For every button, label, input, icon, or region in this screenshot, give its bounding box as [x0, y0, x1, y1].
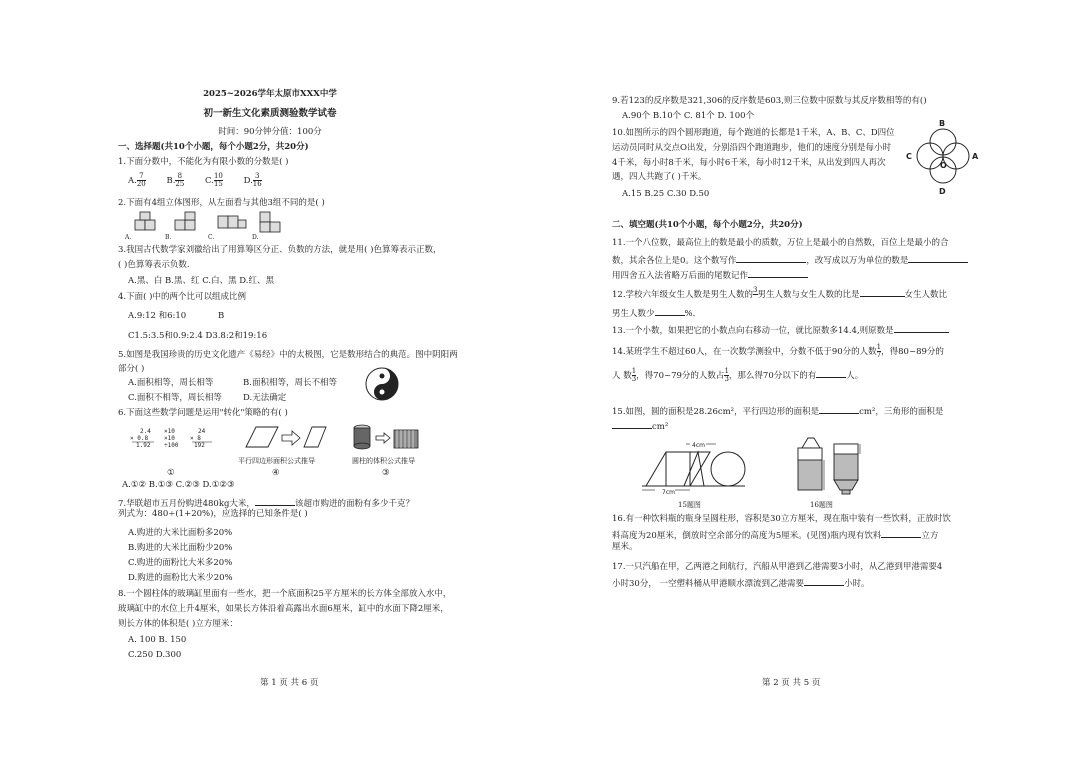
q8-options-2: C.250 D.300: [128, 650, 182, 660]
question-9: 9.若123的反序数是321,306的反序数是603,则三位数中原数与其反序数相等的有(): [612, 96, 927, 106]
question-13: 13.一个小数，如果把它的小数点向右移动一位，就比原数多14.4,则原数是: [612, 323, 949, 337]
question-11-line2: 数，其余各位上是0。这个数写作 ，改写成以万为单位的数是: [612, 253, 968, 267]
question-5-line2: 部分( ): [118, 364, 145, 374]
right-page-footer: 第 2 页 共 5 页: [762, 678, 821, 688]
q5-option-c: C.面积不相等，周长相等: [128, 393, 222, 403]
q7-option-c: C.购进的面粉比大米多20%: [128, 558, 233, 568]
q5-option-d: D.无法确定: [243, 393, 287, 403]
q6-cylinder-figure: [352, 424, 422, 454]
taiji-icon: [364, 366, 400, 402]
q10-label-a: A: [972, 152, 979, 161]
svg-text:÷100: ÷100: [164, 442, 179, 449]
svg-text:4cm: 4cm: [692, 442, 705, 449]
question-6: 6.下面这些数学问题是运用"转化"策略的有( ): [118, 408, 288, 418]
q15-figure: [640, 440, 760, 498]
q2-cube-figures: [130, 212, 300, 242]
question-14-line2: 人 数 $\frac{1}{3}$ ，得70~79分的人数占 $\frac{1}{3}$ ，那么得70分以下的有 人。: [612, 367, 864, 383]
svg-text:24: 24: [198, 428, 206, 435]
q10-four-circles-figure: [898, 118, 988, 198]
q10-label-b: B: [939, 119, 946, 128]
section1-title: 一、选择题(共10个小题，每个小题2分，共20分): [118, 142, 309, 152]
svg-text:× 0.8: × 0.8: [130, 435, 149, 442]
svg-text:× 8: × 8: [190, 435, 201, 442]
q4-option-c-d: C1.5:3.5和0.9:2.4 D3.8:2和19:16: [128, 331, 268, 341]
question-2: 2.下面有4组立体图形，从左面看与其他3组不同的是( ): [118, 198, 325, 208]
question-1: 1.下面分数中，不能化为有限小数的分数是( ): [118, 157, 289, 167]
question-10-line1: 10.如图所示的四个圆形跑道，每个跑道的长都是1千米，A、B、C、D四位: [612, 128, 895, 138]
q6-fig-number-2: ④: [272, 468, 280, 478]
question-16-line3: 厘米。: [612, 542, 638, 552]
q15-caption: 15题图: [678, 501, 701, 509]
left-page-footer: 第 1 页 共 6 页: [260, 678, 319, 688]
q6-options: A.①② B.①③ C.②③ D.①②③: [122, 480, 235, 490]
q10-label-o: O: [940, 161, 947, 170]
question-5-line1: 5.如图是我国珍贵的历史文化遗产《易经》中的太极图，它是数形结合的典范。图中阴阳两: [118, 350, 458, 360]
q6-vertical-calc-figure-2: [190, 425, 220, 461]
question-3-line2: ( )色算筹表示负数.: [118, 260, 190, 270]
question-8-line1: 8.一个圆柱体的玻璃缸里面有一些水，把一个底面积25平方厘米的长方体全部放入水中，: [118, 589, 452, 599]
q6-fig-number-1: ①: [167, 468, 175, 478]
q4-option-a: A.9:12 和6:10: [128, 311, 187, 321]
question-8-line3: 则长方体的体积是( )立方厘米：: [118, 619, 238, 629]
right-exam-page: [540, 0, 1080, 763]
question-15-line2: cm²: [612, 419, 668, 433]
svg-text:2.4: 2.4: [140, 428, 151, 435]
q2-option-d: D.: [252, 234, 259, 241]
svg-text:×10: ×10: [164, 435, 175, 442]
question-10-line3: 4千米，每小时8千米，每小时6千米，每小时12千米，从出发到四人再次: [612, 158, 886, 168]
q2-option-b: B.: [165, 234, 172, 241]
question-10-line4: 遇，四人共跑了( )千米。: [612, 172, 707, 182]
q2-option-c: C.: [208, 234, 215, 241]
q3-options: A.黑、白 B.黑、红 C.白、黑 D.红、黑: [128, 276, 275, 286]
question-14-line1: 14.某班学生不超过60人，在一次数学测验中，分数不低于90分的人数 $\frac{1}{7}$ ，得80~89分的: [612, 343, 944, 359]
q1-options: A. $\frac{7}{20}$ B. $\frac{8}{25}$ C. $\frac{10}{15}$ D. $\frac{3}{16}$: [128, 172, 262, 188]
q10-label-c: C: [906, 152, 912, 161]
q7-option-d: D.购进的面粉比大米少20%: [128, 573, 233, 583]
svg-text:7cm: 7cm: [662, 489, 675, 496]
question-11-line1: 11.一个八位数，最高位上的数是最小的质数，万位上是最小的自然数，百位上是最小的合: [612, 238, 949, 248]
q7-option-b: B.购进的大米比面粉少20%: [128, 543, 233, 553]
question-12-line1: 12.学校六年级女生人数是男生人数的 3 男生人数与女生人数的比是 女生人数比: [612, 286, 948, 300]
q10-options: A.15 B.25 C.30 D.50: [622, 189, 710, 199]
question-7-line1: 7.华联超市五月份购进480kg大米， 该超市购进的面粉有多少千克？: [118, 496, 414, 510]
question-4: 4.下面( )中的两个比可以组成比例: [118, 292, 246, 302]
section2-title: 二、填空题(共10个小题，每个小题2分，共20分): [612, 220, 803, 230]
question-16-line1: 16.有一种饮料瓶的瓶身呈圆柱形，容积是30立方厘米，现在瓶中装有一些饮料，正放时饮: [612, 514, 951, 524]
q6-fig-label-2: 圆柱的体积公式推导: [352, 457, 415, 465]
question-12-line2: 男生人数少 %.: [612, 306, 695, 320]
q16-bottle-figure: [792, 436, 862, 498]
svg-text:1.92: 1.92: [136, 442, 151, 449]
q2-option-a: A.: [125, 234, 132, 241]
question-17-line2: 小时30分， 一空塑料桶从甲港顺水漂流到乙港需要 小时。: [612, 576, 870, 590]
q16-caption: 16题图: [810, 501, 833, 509]
question-7-line2: 列式为：480÷(1+20%)，应选择的已知条件是( ): [118, 509, 308, 519]
exam-subtitle: 初一新生文化素质测验数学试卷: [203, 108, 337, 119]
question-8-line2: 玻璃缸中的水位上升4厘米，如果长方体沿着高露出水面6厘米，缸中的水面下降2厘米，: [118, 604, 449, 614]
q6-fig-label-1: 平行四边形面积公式推导: [238, 457, 315, 465]
q7-option-a: A.购进的大米比面粉多20%: [128, 528, 233, 538]
q9-options: A.90个 B.10个 C. 81个 D. 100个: [622, 111, 755, 121]
question-16-line2: 料高度为20厘米，倒放时空余部分的高度为5厘米。(见图)瓶内现有饮料 立方: [612, 528, 938, 542]
q6-fig-number-3: ③: [382, 468, 390, 478]
svg-text:192: 192: [194, 442, 205, 449]
question-15-line1: 15.如图，圆的面积是28.26cm²，平行四边形的面积是 cm²，三角形的面积是: [612, 404, 943, 418]
question-3-line1: 3.我国古代数学家刘徽给出了用算筹区分正、负数的方法，就是用( )色算筹表示正数，: [118, 245, 442, 255]
exam-title: 2025~2026学年太原市XXX中学: [203, 89, 337, 99]
q6-vertical-calc-figure: [130, 425, 190, 461]
time-info: 时间：90分钟分值：100分: [218, 127, 322, 137]
question-10-line2: 运动员同时从交点O出发，分别沿四个跑道跑步，他们的速度分别是每小时: [612, 143, 891, 153]
question-17-line1: 17.一只汽船在甲，乙两港之间航行，汽船从甲港到乙港需要3小时，从乙港到甲港需要4: [612, 562, 943, 572]
q10-label-d: D: [939, 187, 946, 196]
q6-parallelogram-figure: [238, 425, 328, 453]
question-11-line3: 用四舍五入法省略万后面的尾数记作: [612, 268, 808, 282]
q5-option-b: B.面积相等，周长不相等: [243, 378, 337, 388]
q5-option-a: A.面积相等，周长相等: [128, 378, 214, 388]
q4-option-b: B: [218, 311, 225, 321]
svg-text:×10: ×10: [164, 428, 175, 435]
q8-options-1: A. 100 B. 150: [128, 635, 187, 645]
